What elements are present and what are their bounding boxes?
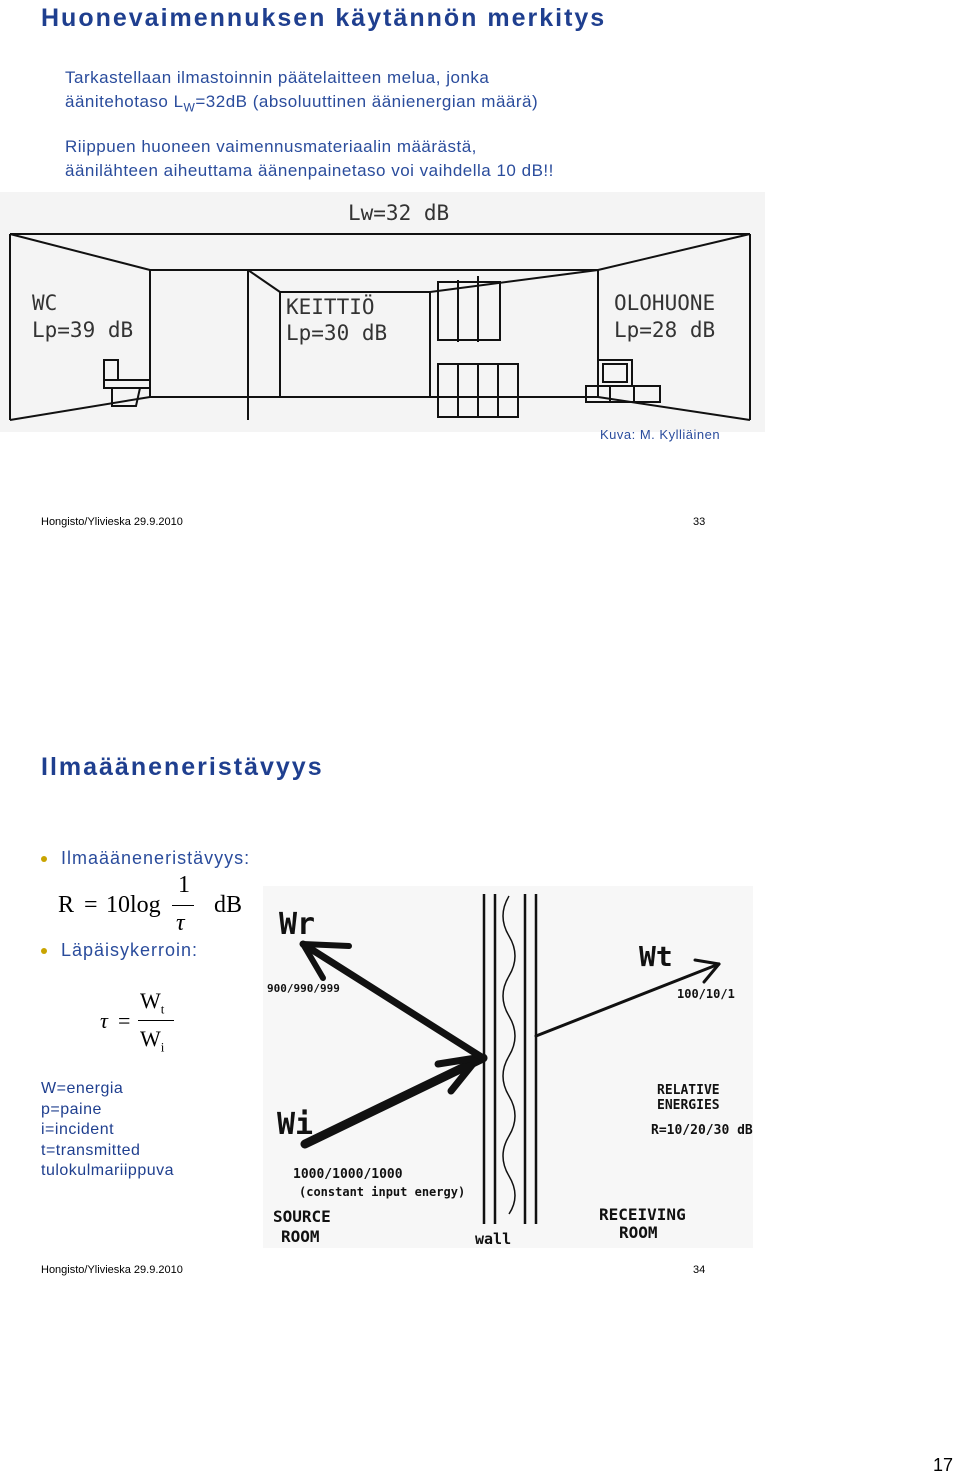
legend-item: tulokulmariippuva: [41, 1162, 175, 1179]
source-room-line-1: SOURCE: [273, 1207, 331, 1226]
legend-item: t=transmitted: [41, 1141, 141, 1159]
transmitted-energy-label: Wt: [639, 940, 673, 973]
incident-values: 1000/1000/1000: [293, 1167, 403, 1182]
wc-level: Lp=39 dB: [32, 318, 134, 342]
formula-sound-reduction-index: [58, 872, 258, 942]
slide1-title: Huonevaimennuksen käytännön merkitys: [41, 4, 607, 32]
bullet-2-text: Läpäisykerroin:: [61, 940, 199, 960]
formula-r-symbol: R: [58, 892, 75, 918]
bullet-sound-insulation: [41, 848, 250, 869]
lw-suffix: =32dB (absoluuttinen äänienergian määrä): [195, 92, 539, 111]
slide2-title: Ilmaääneneristävyys: [41, 753, 324, 781]
formula-transmission-coefficient: [100, 988, 200, 1058]
legend-item: p=paine: [41, 1100, 102, 1118]
source-room-line-2: ROOM: [281, 1227, 320, 1246]
transmitted-values: 100/10/1: [677, 987, 735, 1001]
symbol-legend: [41, 1079, 174, 1182]
formula2-numerator: $W_t$: [140, 988, 165, 1017]
reflected-energy-label: Wr: [279, 907, 316, 942]
reflected-values: 900/990/999: [267, 982, 340, 995]
bullet-transmission-coefficient: [41, 940, 198, 961]
legend-item: i=incident: [41, 1121, 115, 1138]
document-page-number: 17: [933, 1455, 954, 1475]
incident-energy-label: Wi: [277, 1107, 314, 1142]
formula-log: 10log: [106, 892, 161, 918]
r-values: R=10/20/30 dB: [651, 1123, 753, 1138]
bullet-dot: [41, 948, 47, 954]
receiving-room-line-1: RECEIVING: [599, 1205, 686, 1224]
living-room-name: OLOHUONE: [614, 291, 716, 315]
relative-energies-line-2: ENERGIES: [657, 1098, 720, 1113]
slide2-footer-left: Hongisto/Ylivieska 29.9.2010: [41, 1264, 183, 1276]
figure-lw-label: Lw=32 dB: [348, 201, 450, 225]
formula2-tau: τ: [100, 1008, 108, 1033]
kitchen-name: KEITTIÖ: [286, 295, 375, 319]
paragraph-2-line-1: Riippuen huoneen vaimennusmateriaalin määrästä,: [65, 137, 477, 156]
paragraph-2-line-2: äänilähteen aiheuttama äänenpainetaso voi vaihdella 10 dB!!: [65, 161, 554, 180]
formula-unit: dB: [214, 892, 243, 918]
kitchen-level: Lp=30 dB: [286, 321, 388, 345]
formula-fraction-bar: [172, 905, 194, 906]
paragraph-1-line-2: [65, 90, 538, 119]
lw-prefix: äänitehotaso L: [65, 92, 184, 111]
living-room-level: Lp=28 dB: [614, 318, 716, 342]
slide1-page-number: 33: [693, 516, 706, 528]
incident-note: (constant input energy): [299, 1185, 466, 1199]
bullet-dot: [41, 856, 47, 862]
formula-equals: =: [84, 892, 98, 918]
wall-transmission-figure: [263, 886, 753, 1248]
wall-label: wall: [475, 1230, 512, 1248]
lw-subscript: W: [183, 100, 196, 115]
formula-denominator: τ: [176, 910, 185, 936]
slide1-footer-left: Hongisto/Ylivieska 29.9.2010: [41, 516, 183, 528]
bullet-1-text: Ilmaääneneristävyys:: [61, 848, 251, 868]
slide1-paragraph-1: [65, 66, 538, 119]
wc-name: WC: [32, 291, 58, 315]
legend-item: W=energia: [41, 1080, 124, 1097]
image-credit: Kuva: M. Kylliäinen: [600, 427, 721, 442]
rooms-figure: [0, 192, 765, 432]
slide2-page-number: 34: [693, 1264, 706, 1276]
paragraph-1-line-1: Tarkastellaan ilmastoinnin päätelaitteen melua, jonka: [65, 68, 490, 87]
slide1-paragraph-2: [65, 135, 554, 183]
relative-energies-line-1: RELATIVE: [657, 1083, 720, 1098]
formula2-fraction-bar: [138, 1020, 174, 1021]
receiving-room-line-2: ROOM: [619, 1223, 658, 1242]
formula-numerator: 1: [178, 872, 190, 898]
formula2-equals: =: [118, 1008, 131, 1033]
formula2-denominator: $W_i$: [140, 1026, 165, 1055]
